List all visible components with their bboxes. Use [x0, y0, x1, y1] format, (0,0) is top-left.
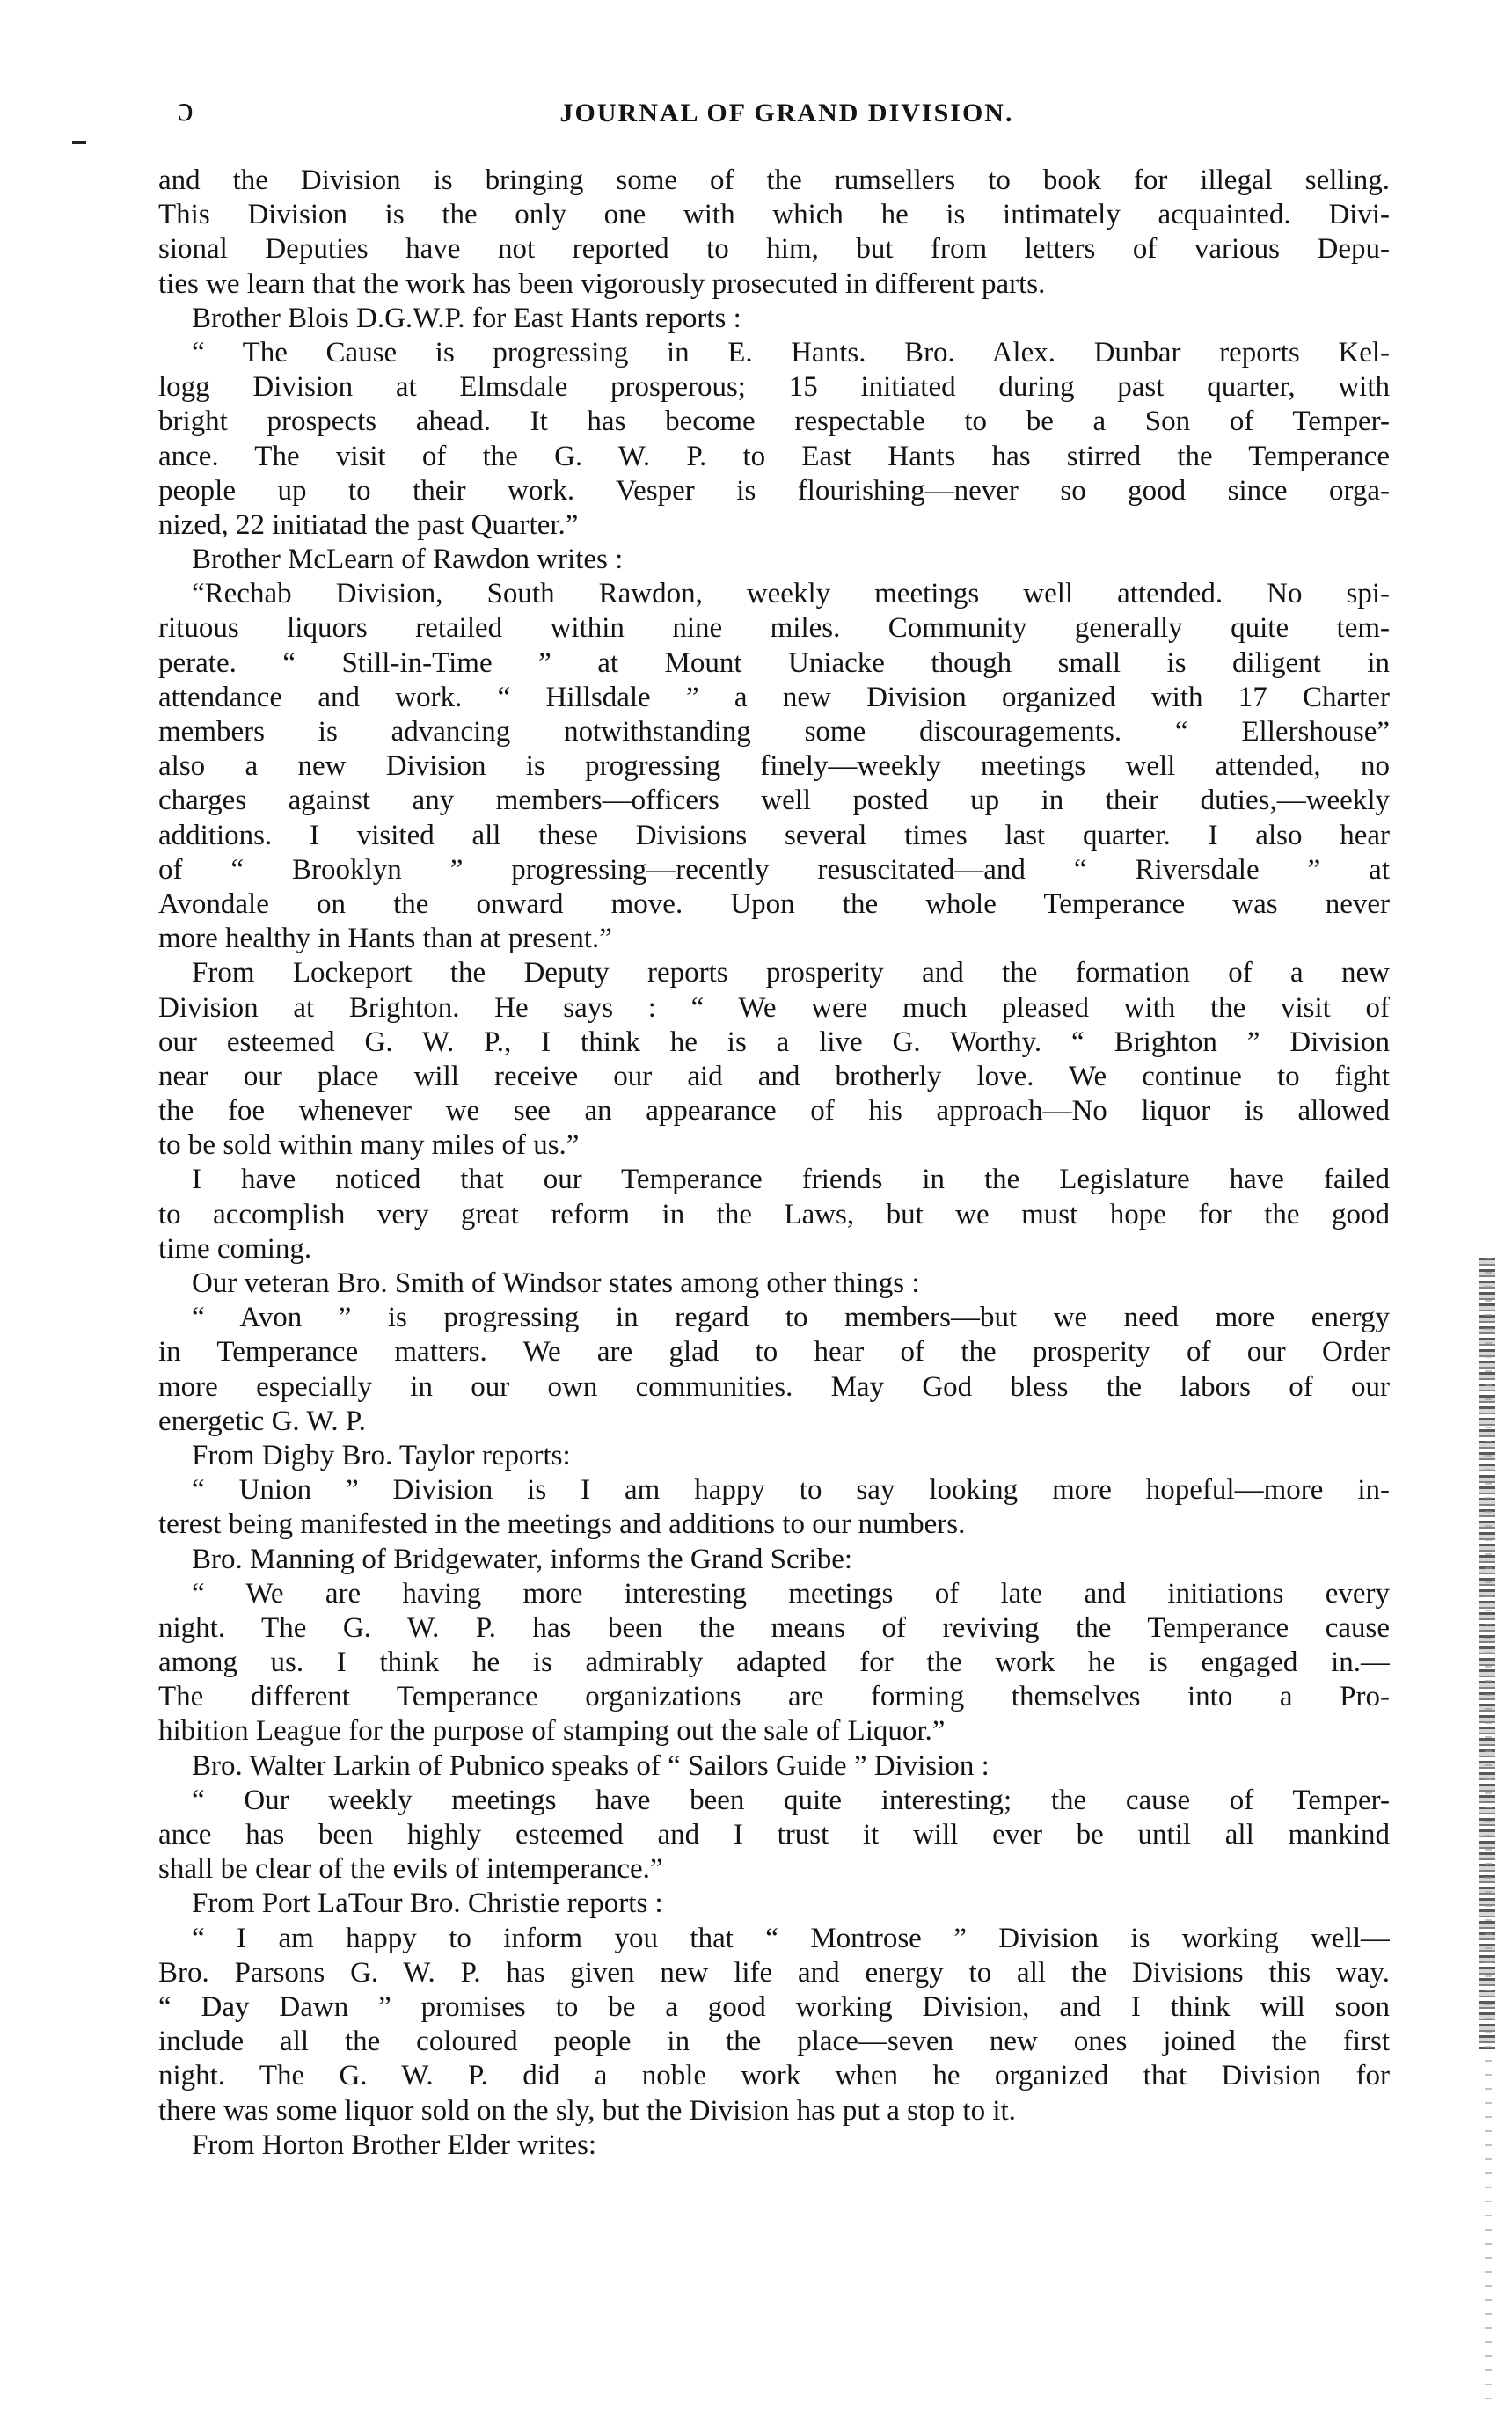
text-line: ance has been highly esteemed and I trust it will ever be until all mankind [158, 1819, 1390, 1851]
text-line: to accomplish very great reform in the Laws, but we must hope for the good [158, 1198, 1390, 1230]
text-line: “ Avon ” is progressing in regard to members—but we need more energy [192, 1302, 1390, 1334]
text-line: From Port LaTour Bro. Christie reports : [192, 1887, 663, 1920]
text-line: From Lockeport the Deputy reports prosperity and the formation of a new [192, 957, 1390, 989]
text-line: Brother Blois D.G.W.P. for East Hants reports : [192, 302, 741, 334]
page-mark: ɔ [178, 89, 194, 128]
text-line: “ Our weekly meetings have been quite interesting; the cause of Temper- [192, 1784, 1390, 1816]
text-line: The different Temperance organizations are forming themselves into a Pro- [158, 1681, 1390, 1713]
text-line: more especially in our own communities. May God bless the labors of our [158, 1370, 1390, 1403]
text-line: Division at Brighton. He says : “ We were much pleased with the visit of [158, 991, 1390, 1024]
text-line: Bro. Manning of Bridgewater, informs the Grand Scribe: [192, 1543, 853, 1575]
text-line: and the Division is bringing some of the rumsellers to book for illegal selling. [158, 164, 1390, 196]
text-line: among us. I think he is admirably adapted for the work he is engaged in.— [158, 1646, 1390, 1679]
text-line: This Division is the only one with which he is intimately acquainted. Divi- [158, 199, 1390, 231]
text-line: the foe whenever we see an appearance of his approach—No liquor is allowed [158, 1095, 1390, 1128]
text-line: to be sold within many miles of us.” [158, 1129, 580, 1162]
text-line: include all the coloured people in the place—seven new ones joined the first [158, 2026, 1390, 2058]
text-line: more healthy in Hants than at present.” [158, 923, 612, 955]
scan-edge-dots [1485, 1258, 1492, 2401]
text-line: also a new Division is progressing finely—weekly meetings well attended, no [158, 750, 1390, 783]
text-line: “ The Cause is progressing in E. Hants. Bro. Alex. Dunbar reports Kel- [192, 336, 1390, 369]
text-line: nized, 22 initiatad the past Quarter.” [158, 508, 579, 541]
text-line: terest being manifested in the meetings and additions to our numbers. [158, 1508, 966, 1541]
text-line: of “ Brooklyn ” progressing—recently resuscitated—and “ Riversdale ” at [158, 853, 1390, 886]
text-line: there was some liquor sold on the sly, but the Division has put a stop to it. [158, 2094, 1016, 2127]
text-line: From Horton Brother Elder writes: [192, 2128, 597, 2161]
text-line: energetic G. W. P. [158, 1405, 366, 1437]
text-line: ance. The visit of the G. W. P. to East Hants has stirred the Temperance [158, 440, 1390, 472]
text-line: “ I am happy to inform you that “ Montrose ” Division is working well— [192, 1922, 1390, 1954]
text-line: rituous liquors retailed within nine miles. Community generally quite tem- [158, 612, 1390, 645]
text-line: attendance and work. “ Hillsdale ” a new Division organized with 17 Charter [158, 681, 1390, 713]
text-line: additions. I visited all these Divisions several times last quarter. I also hear [158, 819, 1390, 851]
body-text [158, 164, 1390, 2163]
text-line: I have noticed that our Temperance friends in the Legislature have failed [192, 1164, 1390, 1196]
text-line: logg Division at Elmsdale prosperous; 15 initiated during past quarter, with [158, 371, 1390, 404]
text-line: night. The G. W. P. did a noble work when he organized that Division for [158, 2060, 1390, 2092]
text-line: perate. “ Still-in-Time ” at Mount Uniacke though small is diligent in [158, 646, 1390, 679]
text-line: Bro. Walter Larkin of Pubnico speaks of “ Sailors Guide ” Division : [192, 1749, 990, 1782]
text-line: ties we learn that the work has been vigorously prosecuted in different parts. [158, 267, 1046, 300]
text-line: shall be clear of the evils of intemperance.” [158, 1853, 663, 1886]
text-line: members is advancing notwithstanding some discouragements. “ Ellershouse” [158, 716, 1390, 748]
text-line: “Rechab Division, South Rawdon, weekly meetings well attended. No spi- [192, 578, 1390, 610]
text-line: Brother McLearn of Rawdon writes : [192, 544, 624, 576]
text-line: time coming. [158, 1232, 312, 1265]
text-line: in Temperance matters. We are glad to hear of the prosperity of our Order [158, 1336, 1390, 1369]
text-line: Our veteran Bro. Smith of Windsor states among other things : [192, 1267, 920, 1299]
text-line: “ We are having more interesting meetings of late and initiations every [192, 1577, 1390, 1610]
running-header: JOURNAL OF GRAND DIVISION. [559, 99, 1014, 128]
text-line: Avondale on the onward move. Upon the whole Temperance was never [158, 887, 1390, 920]
text-line: “ Union ” Division is I am happy to say looking more hopeful—more in- [192, 1474, 1390, 1507]
text-line: charges against any members—officers well posted up in their duties,—weekly [158, 785, 1390, 817]
text-line: From Digby Bro. Taylor reports: [192, 1439, 571, 1471]
text-line: sional Deputies have not reported to him, but from letters of various Depu- [158, 233, 1390, 266]
text-line: Bro. Parsons G. W. P. has given new life and energy to all the Divisions this way. [158, 1956, 1390, 1989]
text-line: night. The G. W. P. has been the means of reviving the Temperance cause [158, 1611, 1390, 1644]
text-line: “ Day Dawn ” promises to be a good working Division, and I think will soon [158, 1990, 1390, 2023]
text-line: near our place will receive our aid and brotherly love. We continue to fight [158, 1060, 1390, 1092]
text-line: bright prospects ahead. It has become respectable to be a Son of Temper- [158, 405, 1390, 438]
text-line: our esteemed G. W. P., I think he is a live G. Worthy. “ Brighton ” Division [158, 1026, 1390, 1058]
text-line: hibition League for the purpose of stamping out the sale of Liquor.” [158, 1715, 946, 1748]
margin-dash [72, 141, 86, 144]
text-line: people up to their work. Vesper is flourishing—never so good since orga- [158, 474, 1390, 507]
